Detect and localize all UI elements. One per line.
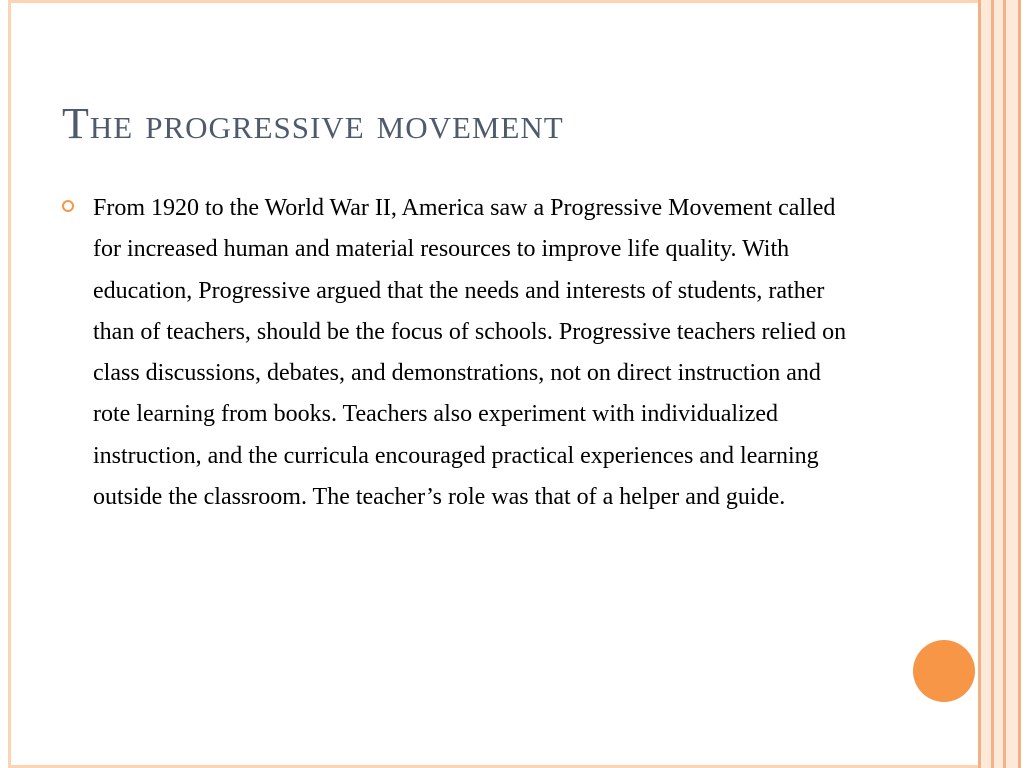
left-border-line <box>8 0 11 768</box>
right-border-line-2 <box>991 0 994 768</box>
right-border-line-1 <box>978 0 981 768</box>
right-border-line-4 <box>1018 0 1021 768</box>
bullet-list <box>62 188 862 518</box>
right-border-band-1 <box>981 0 991 768</box>
bullet-text: From 1920 to the World War II, America saw a Progressive Movement called for increased human and material resources to improve life quality. With education, Progressive argued that the needs and interests of students, rather than of teachers, should be the focus of schools. Progressive teachers relied on class discussions, debates, and demonstrations, not on direct instruction and rote learning from books. Teachers also experiment with individualized instruction, and the curricula encouraged practical experiences and learning outside the classroom. The teacher’s role was that of a helper and guide. <box>93 195 847 511</box>
right-border-line-3 <box>1003 0 1006 768</box>
orange-circle-decoration <box>913 640 975 702</box>
circle-bullet-icon <box>62 200 74 212</box>
right-border-band-2 <box>994 0 1003 768</box>
slide-title: The progressive movement <box>62 99 564 148</box>
bullet-item <box>62 188 862 518</box>
top-border-line <box>11 0 981 3</box>
right-border-band-3 <box>1006 0 1018 768</box>
